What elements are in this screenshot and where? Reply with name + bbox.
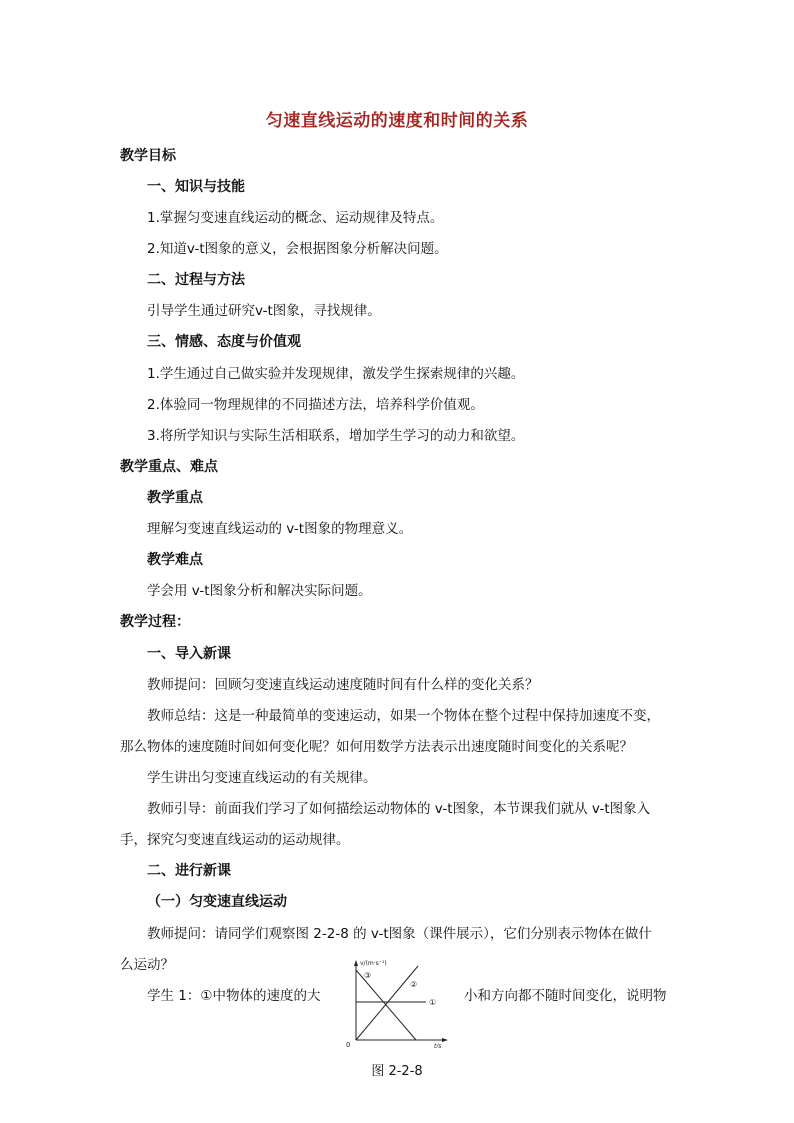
line-2-label: ②: [410, 980, 418, 989]
paragraph: 教师引导：前面我们学习了如何描绘运动物体的 v-t图象，本节课我们就从 v-t图象入: [147, 801, 651, 817]
paragraph: 3.将所学知识与实际生活相联系，增加学生学习的动力和欲望。: [147, 428, 525, 444]
x-axis-label: t/s: [434, 1043, 442, 1048]
heading-uniform-acceleration: （一）匀变速直线运动: [147, 894, 287, 910]
paragraph: 教师提问：请同学们观察图 2-2-8 的 v-t图象（课件展示），它们分别表示物体在做什: [147, 926, 652, 942]
paragraph: 小和方向都不随时间变化，说明物: [464, 988, 667, 1004]
paragraph: 2.知道v-t图象的意义，会根据图象分析解决问题。: [147, 241, 448, 257]
paragraph: 那么物体的速度随时间如何变化呢？如何用数学方法表示出速度随时间变化的关系呢？: [120, 739, 633, 755]
paragraph: 学生 1：①中物体的速度的大: [147, 988, 321, 1004]
paragraph: 教师总结：这是一种最简单的变速运动，如果一个物体在整个过程中保持加速度不变，: [147, 708, 660, 724]
paragraph: 教师提问：回顾匀变速直线运动速度随时间有什么样的变化关系？: [147, 677, 539, 693]
paragraph: 理解匀变速直线运动的 v-t图象的物理意义。: [147, 521, 413, 537]
paragraph: 学会用 v-t图象分析和解决实际问题。: [147, 583, 372, 599]
paragraph: 学生讲出匀变速直线运动的有关规律。: [147, 770, 377, 786]
heading-knowledge-skills: 一、知识与技能: [147, 179, 245, 195]
heading-emotion-values: 三、情感、态度与价值观: [147, 334, 301, 350]
line-3-label: ③: [364, 971, 372, 980]
heading-new-lesson: 二、进行新课: [147, 863, 231, 879]
paragraph: 2.体验同一物理规律的不同描述方法，培养科学价值观。: [147, 397, 484, 413]
y-axis-label: v/(m·s⁻¹): [360, 960, 387, 967]
origin-label: 0: [346, 1041, 351, 1048]
paragraph: 1.掌握匀变速直线运动的概念、运动规律及特点。: [147, 210, 444, 226]
document-title: 匀速直线运动的速度和时间的关系: [265, 111, 529, 131]
heading-process-method: 二、过程与方法: [147, 272, 245, 288]
x-axis-arrow-icon: [442, 1038, 448, 1042]
line-1-label: ①: [429, 998, 437, 1007]
figure-caption: 图 2-2-8: [371, 1064, 423, 1079]
y-axis-arrow-icon: [354, 960, 358, 966]
heading-teaching-process: 教学过程：: [120, 614, 190, 630]
heading-difficult-points: 教学难点: [147, 552, 203, 568]
heading-teaching-goals: 教学目标: [120, 148, 176, 164]
paragraph: 1.学生通过自己做实验并发现规律，激发学生探索规律的兴趣。: [147, 366, 525, 382]
heading-introduction: 一、导入新课: [147, 646, 231, 662]
paragraph: 么运动？: [120, 957, 174, 973]
paragraph: 手，探究匀变速直线运动的运动规律。: [120, 832, 350, 848]
vt-graph-figure: [330, 956, 450, 1048]
heading-key-difficult-points: 教学重点、难点: [120, 459, 218, 475]
heading-key-points: 教学重点: [147, 490, 203, 506]
paragraph: 引导学生通过研究v-t图象，寻找规律。: [147, 303, 381, 319]
